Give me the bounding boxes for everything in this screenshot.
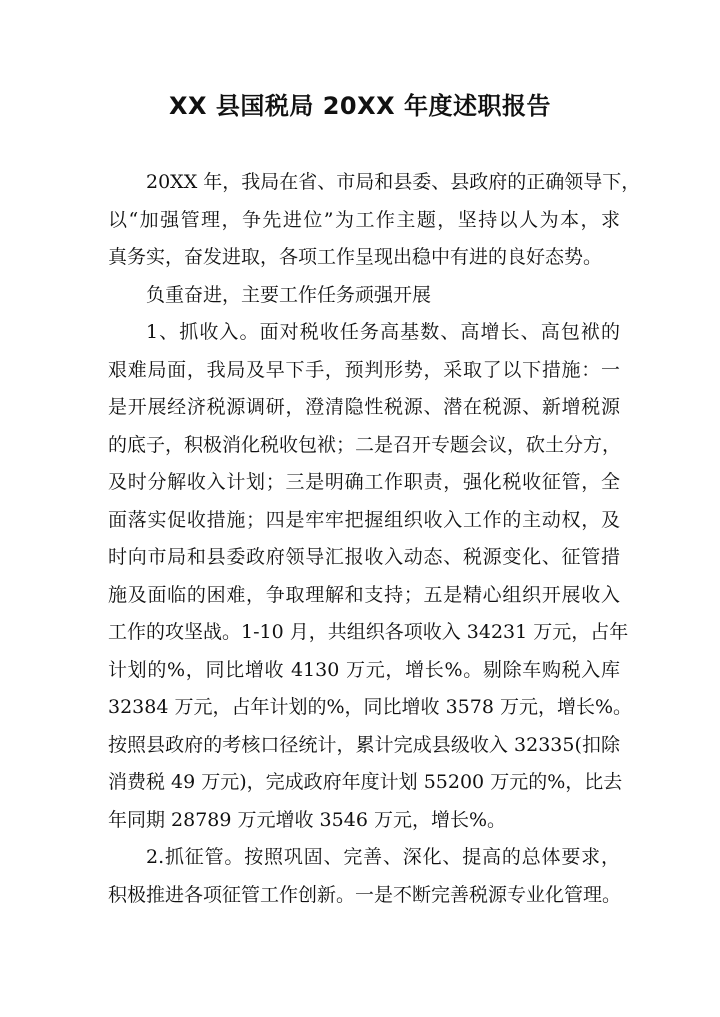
paragraph-line: 是开展经济税源调研，澄清隐性税源、潜在税源、新增税源 [108, 396, 620, 418]
paragraph-line: 32384 万元，占年计划的%，同比增收 3578 万元，增长%。 [108, 696, 633, 718]
paragraph-line: 1、抓收入。面对税收任务高基数、高增长、高包袱的 [146, 321, 620, 343]
paragraph-line: 年同期 28789 万元增收 3546 万元，增长%。 [108, 808, 507, 831]
section-heading: 负重奋进，主要工作任务顽强开展 [146, 283, 432, 306]
paragraph-line: 施及面临的困难，争取理解和支持；五是精心组织开展收入 [108, 583, 620, 606]
paragraph-line: 工作的攻坚战。1-10 月，共组织各项收入 34231 万元，占年 [108, 621, 629, 643]
paragraph-line: 时向市局和县委政府领导汇报收入动态、税源变化、征管措 [108, 546, 620, 568]
paragraph-line: 消费税 49 万元)，完成政府年度计划 55200 万元的%，比去 [108, 771, 623, 793]
paragraph-line: 面落实促收措施；四是牢牢把握组织收入工作的主动权，及 [108, 508, 620, 531]
paragraph-line: 以“加强管理，争先进位”为工作主题，坚持以人为本，求 [108, 208, 620, 231]
document-body [108, 164, 641, 914]
document-title: XX 县国税局 20XX 年度述职报告 [169, 92, 551, 120]
paragraph-line: 2.抓征管。按照巩固、完善、深化、提高的总体要求， [146, 846, 620, 868]
paragraph-line: 的底子，积极消化税收包袱；二是召开专题会议，砍土分方， [108, 433, 622, 456]
paragraph-line: 真务实，奋发进取，各项工作呈现出稳中有进的良好态势。 [108, 246, 603, 268]
paragraph-line: 20XX 年，我局在省、市局和县委、县政府的正确领导下， [146, 171, 641, 193]
paragraph-line: 计划的%，同比增收 4130 万元，增长%。剔除车购税入库 [108, 658, 620, 681]
paragraph-line: 及时分解收入计划；三是明确工作职责，强化税收征管，全 [108, 471, 620, 493]
paragraph-line: 按照县政府的考核口径统计，累计完成县级收入 32335(扣除 [108, 733, 620, 756]
paragraph-line: 艰难局面，我局及早下手，预判形势，采取了以下措施：一 [108, 358, 620, 381]
paragraph-line: 积极推进各项征管工作创新。一是不断完善税源专业化管理。 [108, 883, 622, 906]
